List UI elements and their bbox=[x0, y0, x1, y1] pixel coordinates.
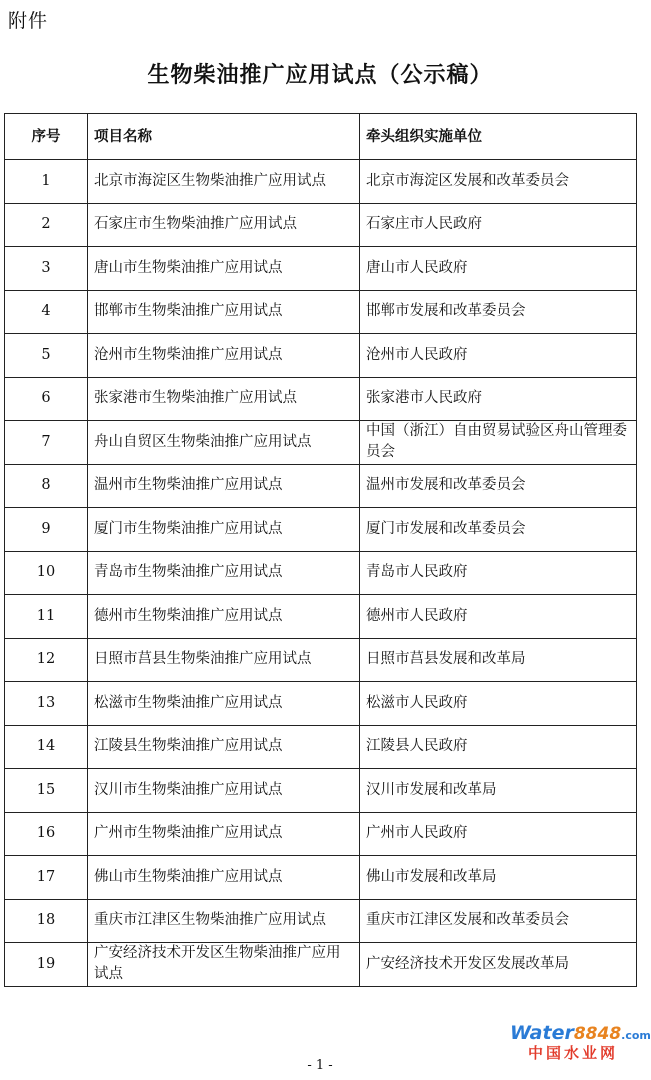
attachment-label: 附件 bbox=[8, 10, 49, 32]
cell-serial-number: 10 bbox=[5, 551, 88, 595]
cell-project-name: 北京市海淀区生物柴油推广应用试点 bbox=[88, 160, 360, 204]
cell-lead-unit: 重庆市江津区发展和改革委员会 bbox=[360, 899, 637, 943]
table-row bbox=[5, 160, 637, 204]
cell-lead-unit: 佛山市发展和改革局 bbox=[360, 856, 637, 900]
cell-serial-number: 8 bbox=[5, 464, 88, 508]
cell-project-name: 石家庄市生物柴油推广应用试点 bbox=[88, 203, 360, 247]
cell-project-name: 青岛市生物柴油推广应用试点 bbox=[88, 551, 360, 595]
cell-serial-number: 7 bbox=[5, 421, 88, 465]
cell-serial-number: 1 bbox=[5, 160, 88, 204]
header-lead-unit: 牵头组织实施单位 bbox=[360, 114, 637, 160]
cell-serial-number: 18 bbox=[5, 899, 88, 943]
cell-lead-unit: 广安经济技术开发区发展改革局 bbox=[360, 943, 637, 987]
cell-lead-unit: 张家港市人民政府 bbox=[360, 377, 637, 421]
cell-serial-number: 11 bbox=[5, 595, 88, 639]
cell-project-name: 汉川市生物柴油推广应用试点 bbox=[88, 769, 360, 813]
document-title: 生物柴油推广应用试点（公示稿） bbox=[147, 62, 493, 88]
cell-serial-number: 14 bbox=[5, 725, 88, 769]
cell-project-name: 唐山市生物柴油推广应用试点 bbox=[88, 247, 360, 291]
cell-lead-unit: 青岛市人民政府 bbox=[360, 551, 637, 595]
table-row bbox=[5, 899, 637, 943]
table-row bbox=[5, 943, 637, 987]
cell-project-name: 广安经济技术开发区生物柴油推广应用试点 bbox=[88, 943, 360, 987]
cell-lead-unit: 松滋市人民政府 bbox=[360, 682, 637, 726]
table-row bbox=[5, 769, 637, 813]
table-row bbox=[5, 464, 637, 508]
cell-project-name: 佛山市生物柴油推广应用试点 bbox=[88, 856, 360, 900]
table-row bbox=[5, 682, 637, 726]
header-serial-number: 序号 bbox=[5, 114, 88, 160]
cell-project-name: 德州市生物柴油推广应用试点 bbox=[88, 595, 360, 639]
cell-serial-number: 9 bbox=[5, 508, 88, 552]
table-row bbox=[5, 551, 637, 595]
table-row bbox=[5, 725, 637, 769]
cell-serial-number: 16 bbox=[5, 812, 88, 856]
table-row bbox=[5, 856, 637, 900]
table-row bbox=[5, 638, 637, 682]
cell-serial-number: 13 bbox=[5, 682, 88, 726]
cell-lead-unit: 北京市海淀区发展和改革委员会 bbox=[360, 160, 637, 204]
cell-lead-unit: 中国（浙江）自由贸易试验区舟山管理委员会 bbox=[360, 421, 637, 465]
cell-lead-unit: 温州市发展和改革委员会 bbox=[360, 464, 637, 508]
watermark-cn-name: 中国水业网 bbox=[527, 1044, 618, 1062]
cell-project-name: 温州市生物柴油推广应用试点 bbox=[88, 464, 360, 508]
cell-lead-unit: 石家庄市人民政府 bbox=[360, 203, 637, 247]
cell-lead-unit: 广州市人民政府 bbox=[360, 812, 637, 856]
cell-serial-number: 15 bbox=[5, 769, 88, 813]
cell-lead-unit: 江陵县人民政府 bbox=[360, 725, 637, 769]
cell-lead-unit: 沧州市人民政府 bbox=[360, 334, 637, 378]
cell-lead-unit: 厦门市发展和改革委员会 bbox=[360, 508, 637, 552]
cell-lead-unit: 日照市莒县发展和改革局 bbox=[360, 638, 637, 682]
cell-project-name: 松滋市生物柴油推广应用试点 bbox=[88, 682, 360, 726]
header-project-name: 项目名称 bbox=[88, 114, 360, 160]
cell-serial-number: 3 bbox=[5, 247, 88, 291]
table-row bbox=[5, 508, 637, 552]
table-row bbox=[5, 290, 637, 334]
table-row bbox=[5, 595, 637, 639]
cell-project-name: 邯郸市生物柴油推广应用试点 bbox=[88, 290, 360, 334]
cell-project-name: 张家港市生物柴油推广应用试点 bbox=[88, 377, 360, 421]
table-row bbox=[5, 812, 637, 856]
cell-lead-unit: 邯郸市发展和改革委员会 bbox=[360, 290, 637, 334]
cell-project-name: 沧州市生物柴油推广应用试点 bbox=[88, 334, 360, 378]
table-row bbox=[5, 377, 637, 421]
cell-serial-number: 6 bbox=[5, 377, 88, 421]
cell-lead-unit: 德州市人民政府 bbox=[360, 595, 637, 639]
cell-serial-number: 4 bbox=[5, 290, 88, 334]
table-header-row bbox=[5, 114, 637, 160]
cell-serial-number: 5 bbox=[5, 334, 88, 378]
site-watermark-logo bbox=[510, 1022, 651, 1063]
cell-project-name: 日照市莒县生物柴油推广应用试点 bbox=[88, 638, 360, 682]
table-row bbox=[5, 203, 637, 247]
cell-project-name: 厦门市生物柴油推广应用试点 bbox=[88, 508, 360, 552]
table-body bbox=[5, 160, 637, 987]
cell-project-name: 舟山自贸区生物柴油推广应用试点 bbox=[88, 421, 360, 465]
cell-project-name: 江陵县生物柴油推广应用试点 bbox=[88, 725, 360, 769]
cell-lead-unit: 汉川市发展和改革局 bbox=[360, 769, 637, 813]
watermark-brand: Water8848.com bbox=[510, 1022, 651, 1044]
table-row bbox=[5, 421, 637, 465]
cell-serial-number: 12 bbox=[5, 638, 88, 682]
pilot-table bbox=[4, 113, 637, 987]
table-row bbox=[5, 247, 637, 291]
table-row bbox=[5, 334, 637, 378]
cell-serial-number: 19 bbox=[5, 943, 88, 987]
cell-serial-number: 17 bbox=[5, 856, 88, 900]
cell-lead-unit: 唐山市人民政府 bbox=[360, 247, 637, 291]
cell-project-name: 重庆市江津区生物柴油推广应用试点 bbox=[88, 899, 360, 943]
cell-serial-number: 2 bbox=[5, 203, 88, 247]
cell-project-name: 广州市生物柴油推广应用试点 bbox=[88, 812, 360, 856]
page-number: - 1 - bbox=[307, 1058, 333, 1073]
